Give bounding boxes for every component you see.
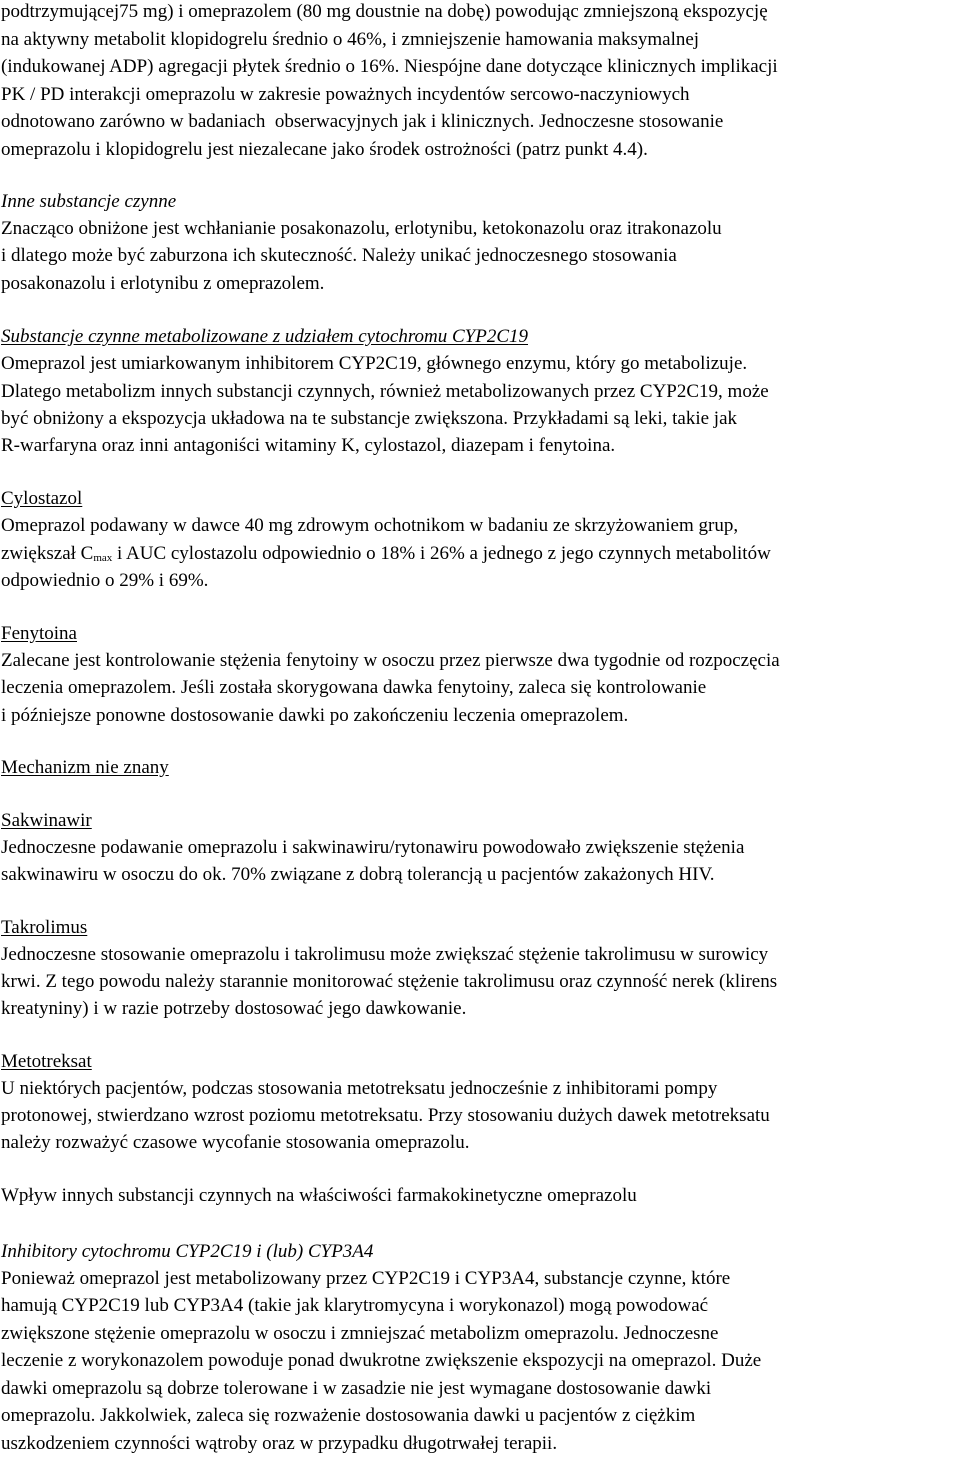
text-line: Znacząco obniżone jest wchłanianie posakonazolu, erlotynibu, ketokonazolu oraz itrakonazolu (1, 218, 722, 239)
section-heading-cylostazol: Cylostazol (1, 488, 83, 509)
section-heading-fenytoina: Fenytoina (1, 623, 77, 644)
section-heading-sakwinawir: Sakwinawir (1, 810, 92, 831)
text-line: zwiększone stężenie omeprazolu w osoczu i zmniejszać metabolizm omeprazolu. Jednoczesne (1, 1323, 719, 1344)
text-line: Ponieważ omeprazol jest metabolizowany przez CYP2C19 i CYP3A4, substancje czynne, które (1, 1268, 731, 1289)
section-heading-cyp2c19: Substancje czynne metabolizowane z udziałem cytochromu CYP2C19 (1, 326, 529, 347)
text-line: Jednoczesne podawanie omeprazolu i sakwinawiru/rytonawiru powodowało zwiększenie stężenia (1, 837, 745, 858)
text-line: na aktywny metabolit klopidogrelu średnio o 46%, i zmniejszenie hamowania maksymalnej (1, 29, 700, 50)
text-line: kreatyniny) i w razie potrzeby dostosować jego dawkowanie. (1, 998, 467, 1019)
text-line: uszkodzeniem czynności wątroby oraz w przypadku długotrwałej terapii. (1, 1433, 558, 1454)
section-heading-inhibitory: Inhibitory cytochromu CYP2C19 i (lub) CYP3A4 (1, 1241, 374, 1262)
text-line: Jednoczesne stosowanie omeprazolu i takrolimusu może zwiększać stężenie takrolimusu w surowicy (1, 944, 769, 965)
text-line: hamują CYP2C19 lub CYP3A4 (takie jak klarytromycyna i worykonazol) mogą powodować (1, 1295, 709, 1316)
text-line: odnotowano zarówno w badaniach obserwacyjnych jak i klinicznych. Jednoczesne stosowanie (1, 111, 724, 132)
text-line: odpowiednio o 29% i 69%. (1, 570, 209, 591)
text-fragment: zwiększał C (1, 543, 94, 564)
text-line: PK / PD interakcji omeprazolu w zakresie poważnych incydentów sercowo-naczyniowych (1, 84, 690, 105)
text-line: omeprazolu. Jakkolwiek, zaleca się rozważenie dostosowania dawki u pacjentów z ciężkim (1, 1405, 696, 1426)
text-line: być obniżony a ekspozycja układowa na te substancje zwiększona. Przykładami są leki, takie jak (1, 408, 737, 429)
text-line: Dlatego metabolizm innych substancji czynnych, również metabolizowanych przez CYP2C19, może (1, 381, 769, 402)
text-line: leczenia omeprazolem. Jeśli została skorygowana dawka fenytoiny, zaleca się kontrolowanie (1, 677, 707, 698)
text-line: Omeprazol jest umiarkowanym inhibitorem CYP2C19, głównego enzymu, który go metabolizuje. (1, 353, 748, 374)
text-line: podtrzymującej75 mg) i omeprazolem (80 mg doustnie na dobę) powodując zmniejszoną ekspozycję (1, 1, 768, 22)
text-line: i dlatego może być zaburzona ich skuteczność. Należy unikać jednoczesnego stosowania (1, 245, 677, 266)
text-line: posakonazolu i erlotynibu z omeprazolem. (1, 273, 325, 294)
section-heading-inne-substancje: Inne substancje czynne (1, 191, 177, 212)
text-line: protonowej, stwierdzano wzrost poziomu metotreksatu. Przy stosowaniu dużych dawek metotreksatu (1, 1105, 770, 1126)
section-heading-metotreksat: Metotreksat (1, 1051, 92, 1072)
section-heading-mechanizm: Mechanizm nie znany (1, 757, 169, 778)
text-line: sakwinawiru w osoczu do ok. 70% związane z dobrą tolerancją u pacjentów zakażonych HIV. (1, 864, 715, 885)
text-fragment: i AUC cylostazolu odpowiednio o 18% i 26% a jednego z jego czynnych metabolitów (112, 543, 771, 564)
text-line: należy rozważyć czasowe wycofanie stosowania omeprazolu. (1, 1132, 470, 1153)
text-line: omeprazolu i klopidogrelu jest niezalecane jako środek ostrożności (patrz punkt 4.4). (1, 139, 648, 160)
section-heading-takrolimus: Takrolimus (1, 917, 88, 938)
text-line: krwi. Z tego powodu należy starannie monitorować stężenie takrolimusu oraz czynność nerek (klirens (1, 971, 778, 992)
text-line (1, 542, 771, 566)
text-line: (indukowanej ADP) agregacji płytek średnio o 16%. Niespójne dane dotyczące klinicznych implikacji (1, 56, 778, 77)
text-line: i późniejsze ponowne dostosowanie dawki po zakończeniu leczenia omeprazolem. (1, 705, 629, 726)
text-line: Omeprazol podawany w dawce 40 mg zdrowym ochotnikom w badaniu ze skrzyżowaniem grup, (1, 515, 739, 536)
text-line: R-warfaryna oraz inni antagoniści witaminy K, cylostazol, diazepam i fenytoina. (1, 435, 616, 456)
text-line: Zalecane jest kontrolowanie stężenia fenytoiny w osoczu przez pierwsze dwa tygodnie od rozpoczęcia (1, 650, 780, 671)
subscript-max: max (93, 552, 113, 564)
text-line: leczenie z worykonazolem powoduje ponad dwukrotne zwiększenie ekspozycji na omeprazol. Duże (1, 1350, 762, 1371)
text-line: U niektórych pacjentów, podczas stosowania metotreksatu jednocześnie z inhibitorami pompy (1, 1078, 718, 1099)
text-line: dawki omeprazolu są dobrze tolerowane i w zasadzie nie jest wymagane dostosowanie dawki (1, 1378, 712, 1399)
section-heading-wplyw: Wpływ innych substancji czynnych na właściwości farmakokinetyczne omeprazolu (1, 1185, 637, 1206)
